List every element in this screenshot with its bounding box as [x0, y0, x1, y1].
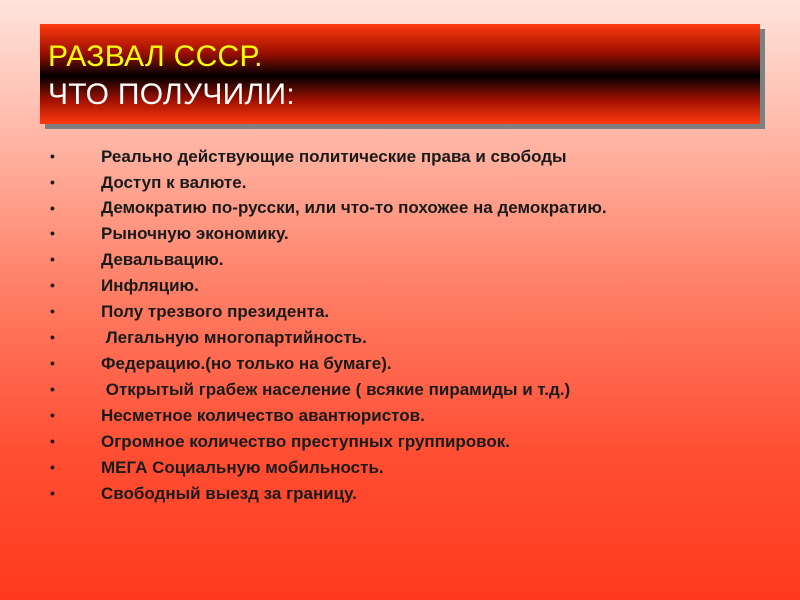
bullet-icon: • — [50, 200, 55, 216]
bullet-icon: • — [50, 303, 55, 319]
list-item-text: Федерацию.(но только на бумаге). — [101, 354, 392, 373]
list-item-text: Полу трезвого президента. — [101, 302, 330, 321]
list-item — [50, 146, 770, 167]
list-item-text: МЕГА Социальную мобильность. — [101, 458, 384, 477]
bullet-icon: • — [50, 433, 55, 449]
bullet-icon: • — [50, 251, 55, 267]
list-item — [50, 172, 770, 193]
list-item-text: Девальвацию. — [101, 250, 224, 269]
list-item-text: Демократию по-русски, или что-то похожее на демократию. — [101, 198, 607, 217]
bullet-icon: • — [50, 174, 55, 190]
list-item — [50, 379, 770, 400]
list-item-text: Несметное количество авантюристов. — [101, 406, 425, 425]
bullet-icon: • — [50, 148, 55, 164]
list-item — [50, 483, 770, 504]
bullet-icon: • — [50, 225, 55, 241]
bullet-icon: • — [50, 355, 55, 371]
list-item-text: Огромное количество преступных группировок. — [101, 432, 511, 451]
bullet-icon: • — [50, 277, 55, 293]
list-item — [50, 327, 770, 348]
list-item-text: Доступ к валюте. — [101, 173, 247, 192]
bullet-icon: • — [50, 381, 55, 397]
list-item-text: Реально действующие политические права и свободы — [101, 147, 567, 166]
list-item-text: Свободный выезд за границу. — [101, 484, 357, 503]
list-item — [50, 431, 770, 452]
list-item — [50, 275, 770, 296]
list-item-text: Инфляцию. — [101, 276, 199, 295]
list-item — [50, 301, 770, 322]
bullet-icon: • — [50, 485, 55, 501]
list-item — [50, 249, 770, 270]
list-item — [50, 405, 770, 426]
list-item — [50, 457, 770, 478]
title-line-2: ЧТО ПОЛУЧИЛИ: — [48, 78, 295, 111]
list-item — [50, 223, 770, 244]
bullet-icon: • — [50, 329, 55, 345]
title-box — [40, 24, 760, 124]
list-item-text: Открытый грабеж население ( всякие пирамиды и т.д.) — [101, 380, 571, 399]
title-line-1: РАЗВАЛ СССР. — [48, 40, 263, 73]
list-item — [50, 198, 770, 218]
list-item — [50, 353, 770, 374]
list-item-text: Рыночную экономику. — [101, 224, 289, 243]
bullet-list — [50, 146, 770, 509]
list-item-text: Легальную многопартийность. — [101, 328, 367, 347]
bullet-icon: • — [50, 459, 55, 475]
bullet-icon: • — [50, 407, 55, 423]
